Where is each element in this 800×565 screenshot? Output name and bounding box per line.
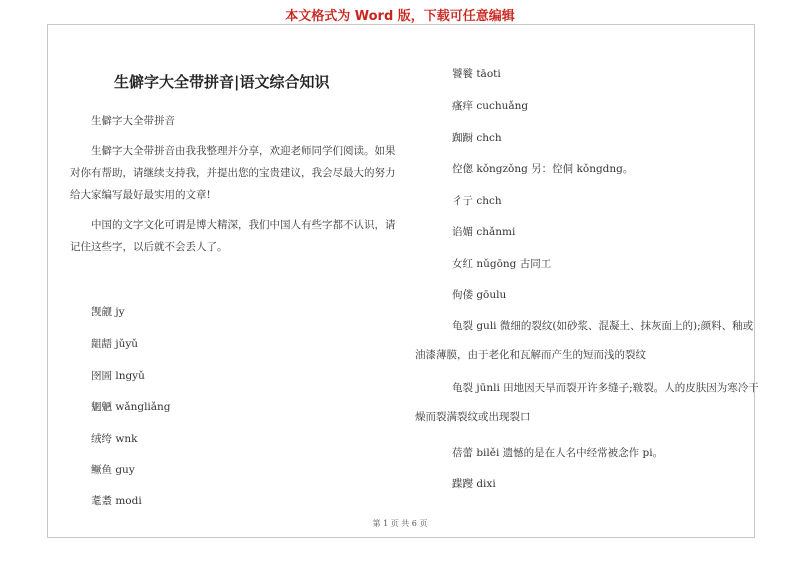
left-column [70, 110, 400, 266]
word-entry: 踟蹰 chch [452, 132, 502, 144]
word-entry: 魍魉 wǎngliǎng [91, 401, 171, 413]
definition-paragraph: 龟裂 guli 微细的裂纹(如砂浆、混凝土、抹灰面上的);颜料、釉或油漆薄膜，由于老化和瓦解而产生的短而浅的裂纹 [415, 320, 754, 361]
culture-paragraph: 中国的文字文化可谓是博大精深，我们中国人有些字都不认识，请记住这些字，以后就不会丢人了。 [70, 219, 396, 253]
word-entry: 耄耋 modi [91, 495, 142, 507]
page-number: 第 1 页 共 6 页 [372, 519, 428, 528]
word-entry: 佝偻 gōulu [452, 289, 507, 301]
word-entry: 龃龉 jǔyǔ [91, 338, 139, 350]
word-entry: 囹圄 lngyǔ [91, 370, 145, 382]
document-title: 生僻字大全带拼音|语文综合知识 [114, 73, 330, 91]
word-entry: 绒绔 wnk [91, 433, 138, 445]
word-entry: 觊觎 jy [91, 306, 125, 318]
document-page [47, 24, 755, 538]
intro-heading: 生僻字大全带拼音 [91, 115, 175, 127]
word-entry: 瘙痒 cuchuǎng [452, 100, 529, 112]
word-entry: 鳜鱼 guy [91, 464, 135, 476]
word-entry: 倥偬 kǒngzǒng 另：倥侗 kǒngdng。 [452, 163, 634, 175]
download-banner: 本文格式为 Word 版，下载可任意编辑 [285, 9, 515, 24]
intro-paragraph: 生僻字大全带拼音由我我整理并分享，欢迎老师同学们阅读。如果对你有帮助，请继续支持我，并提出您的宝贵建议，我会尽最大的努力给大家编写最好最实用的文章! [70, 145, 396, 201]
word-entry: 蹀躞 dixi [452, 478, 496, 490]
word-entry: 谄媚 chǎnmi [452, 226, 516, 238]
word-entry: 女红 nǔgōng 古同工 [452, 258, 552, 270]
word-entry: 饕餮 tāoti [452, 68, 501, 80]
word-entry: 蓓蕾 bilěi 遗憾的是在人名中经常被念作 pi。 [452, 447, 664, 459]
definition-paragraph: 龟裂 jūnli 田地因天旱而裂开许多缝子;皲裂。人的皮肤因为寒冷干燥而裂满裂纹或出现裂口 [415, 382, 759, 423]
word-entry: 彳亍 chch [452, 195, 502, 207]
